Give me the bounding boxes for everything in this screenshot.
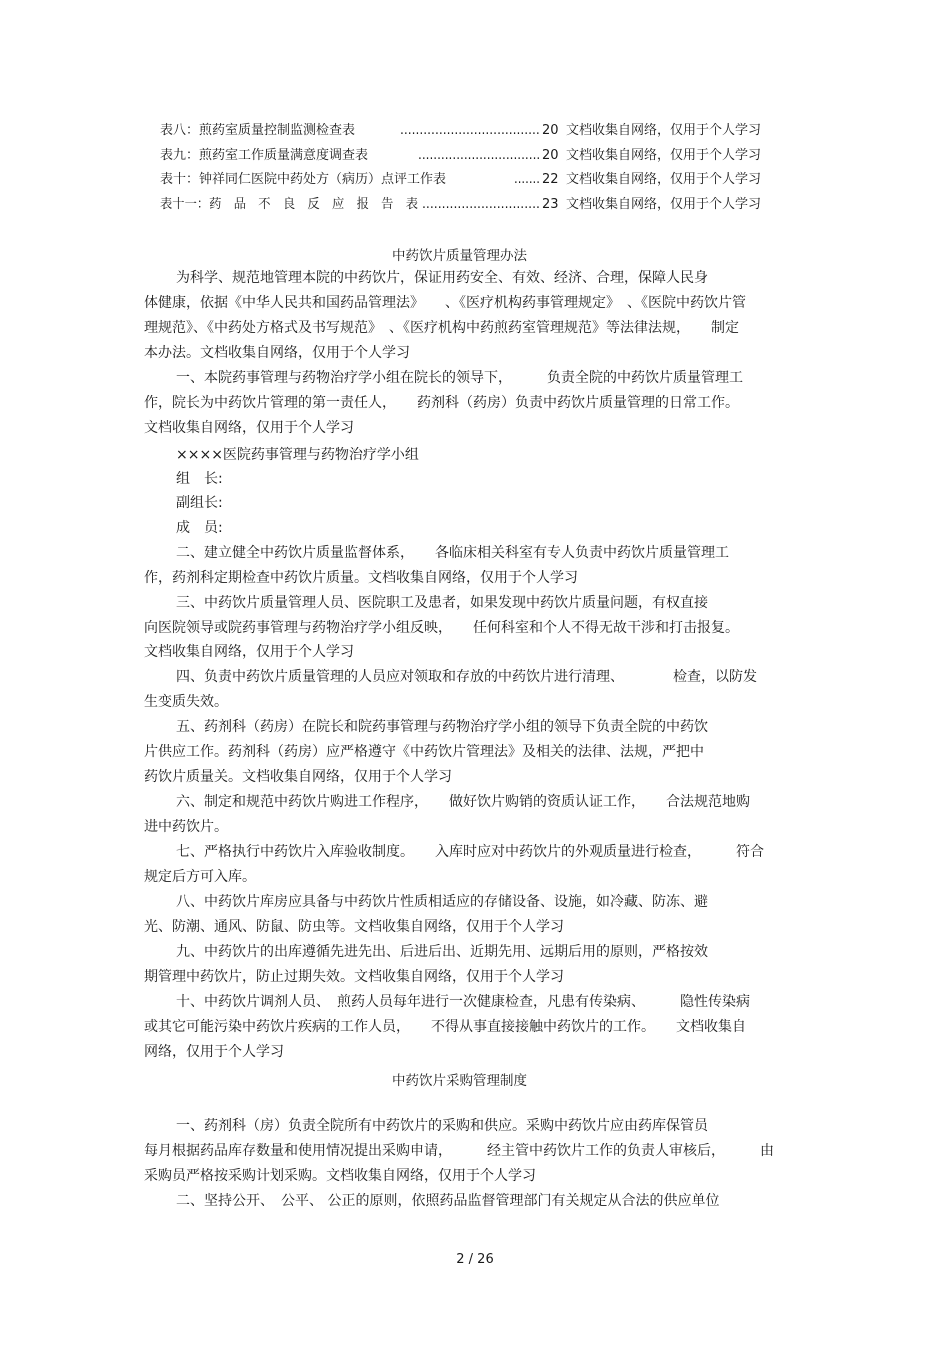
toc-page-number: 22 [542,172,559,187]
paragraph-line: 五、药剂科（药房）在院长和院药事管理与药物治疗学小组的领导下负责全院的中药饮 [176,719,708,735]
paragraph-line: 网络，仅用于个人学习 [144,1044,284,1060]
paragraph-line: 向医院领导或院药事管理与药物治疗学小组反映， 任何科室和个人不得无故干涉和打击报复。 [144,620,739,636]
toc-row [160,119,800,144]
toc-leader-dots: ................................ [418,147,541,163]
paragraph-line: 为科学、规范地管理本院的中药饮片，保证用药安全、有效、经济、合理，保障人民身 [176,270,708,286]
paragraph-line: 四、负责中药饮片质量管理的人员应对领取和存放的中药饮片进行清理、 检查，以防发 [176,669,757,685]
paragraph-line: 期管理中药饮片，防止过期失效。文档收集自网络，仅用于个人学习 [144,969,564,985]
paragraph-line: 片供应工作。药剂科（药房）应严格遵守《中药饮片管理法》及相关的法律、法规，严把中 [144,744,704,760]
paragraph-line: 成 员: [176,520,223,536]
toc-page-number: 23 [542,196,559,212]
toc-page-number: 20 [542,147,559,163]
section-title: 中药饮片质量管理办法 [392,248,527,264]
paragraph-line: 六、制定和规范中药饮片购进工作程序， 做好饮片购销的资质认证工作， 合法规范地购 [176,794,750,810]
paragraph-line: 每月根据药品库存数量和使用情况提出采购申请， 经主管中药饮片工作的负责人审核后， 由 [144,1143,774,1159]
paragraph-line: 理规范》、《中药处方格式及书写规范》 、《医疗机构中药煎药室管理规范》等法律法规， 制定 [144,320,739,336]
table-of-contents [160,119,800,217]
paragraph-line: 文档收集自网络，仅用于个人学习 [144,644,354,660]
toc-page-number: 20 [542,123,559,138]
toc-leader-dots: ....... [514,172,540,187]
paragraph-line: 文档收集自网络，仅用于个人学习 [144,420,354,436]
paragraph-line: 作，院长为中药饮片管理的第一责任人， 药剂科（药房）负责中药饮片质量管理的日常工作。 [144,395,739,411]
paragraph-line: 或其它可能污染中药饮片疾病的工作人员， 不得从事直接接触中药饮片的工作。 文档收集自 [144,1019,746,1035]
toc-row [160,193,800,218]
paragraph-line: 一、本院药事管理与药物治疗学小组在院长的领导下， 负责全院的中药饮片质量管理工 [176,370,743,386]
paragraph-line: 一、药剂科（房）负责全院所有中药饮片的采购和供应。采购中药饮片应由药库保管员 [176,1118,708,1134]
toc-label: 表十一：药 品 不 良 反 应 报 告 表 [160,196,419,212]
toc-note: 文档收集自网络，仅用于个人学习 [566,147,762,163]
paragraph-line: 九、中药饮片的出库遵循先进先出、后进后出、近期先用、远期后用的原则，严格按效 [176,944,708,960]
toc-note: 文档收集自网络，仅用于个人学习 [566,172,762,187]
paragraph-line: 药饮片质量关。文档收集自网络，仅用于个人学习 [144,769,452,785]
toc-label: 表八：煎药室质量控制监测检查表 [160,123,356,138]
paragraph-line: 光、防潮、通风、防鼠、防虫等。文档收集自网络，仅用于个人学习 [144,919,564,935]
paragraph-line: 作，药剂科定期检查中药饮片质量。文档收集自网络，仅用于个人学习 [144,570,578,586]
paragraph-line: 生变质失效。 [144,694,228,710]
toc-leader-dots: .................................... [400,123,540,138]
paragraph-line: 组 长: [176,471,223,487]
toc-leader-dots: .............................. [422,196,540,212]
page-number: 2 / 26 [456,1252,494,1267]
paragraph-line: 副组长: [176,495,223,511]
paragraph-line: 七、严格执行中药饮片入库验收制度。 入库时应对中药饮片的外观质量进行检查， 符合 [176,844,764,860]
toc-note: 文档收集自网络，仅用于个人学习 [566,123,762,138]
paragraph-line: 二、建立健全中药饮片质量监督体系， 各临床相关科室有专人负责中药饮片质量管理工 [176,545,729,561]
toc-label: 表九：煎药室工作质量满意度调查表 [160,147,369,163]
paragraph-line: 本办法。文档收集自网络，仅用于个人学习 [144,345,410,361]
section-title: 中药饮片采购管理制度 [392,1073,527,1089]
paragraph-line: 十、中药饮片调剂人员、 煎药人员每年进行一次健康检查，凡患有传染病、 隐性传染病 [176,994,750,1010]
paragraph-line: ××××医院药事管理与药物治疗学小组 [176,447,419,463]
toc-row [160,168,800,193]
paragraph-line: 规定后方可入库。 [144,869,256,885]
toc-row [160,144,800,169]
paragraph-line: 二、坚持公开、 公平、 公正的原则，依照药品监督管理部门有关规定从合法的供应单位 [176,1193,720,1209]
paragraph-line: 采购员严格按采购计划采购。文档收集自网络，仅用于个人学习 [144,1168,536,1184]
paragraph-line: 体健康，依据《中华人民共和国药品管理法》 、《医疗机构药事管理规定》 、《医院中药饮片管 [144,295,746,311]
paragraph-line: 进中药饮片。 [144,819,228,835]
toc-label: 表十：钟祥同仁医院中药处方（病历）点评工作表 [160,172,447,187]
toc-note: 文档收集自网络，仅用于个人学习 [566,196,762,212]
paragraph-line: 八、中药饮片库房应具备与中药饮片性质相适应的存储设备、设施，如冷藏、防冻、避 [176,894,708,910]
paragraph-line: 三、中药饮片质量管理人员、医院职工及患者，如果发现中药饮片质量问题，有权直接 [176,595,708,611]
